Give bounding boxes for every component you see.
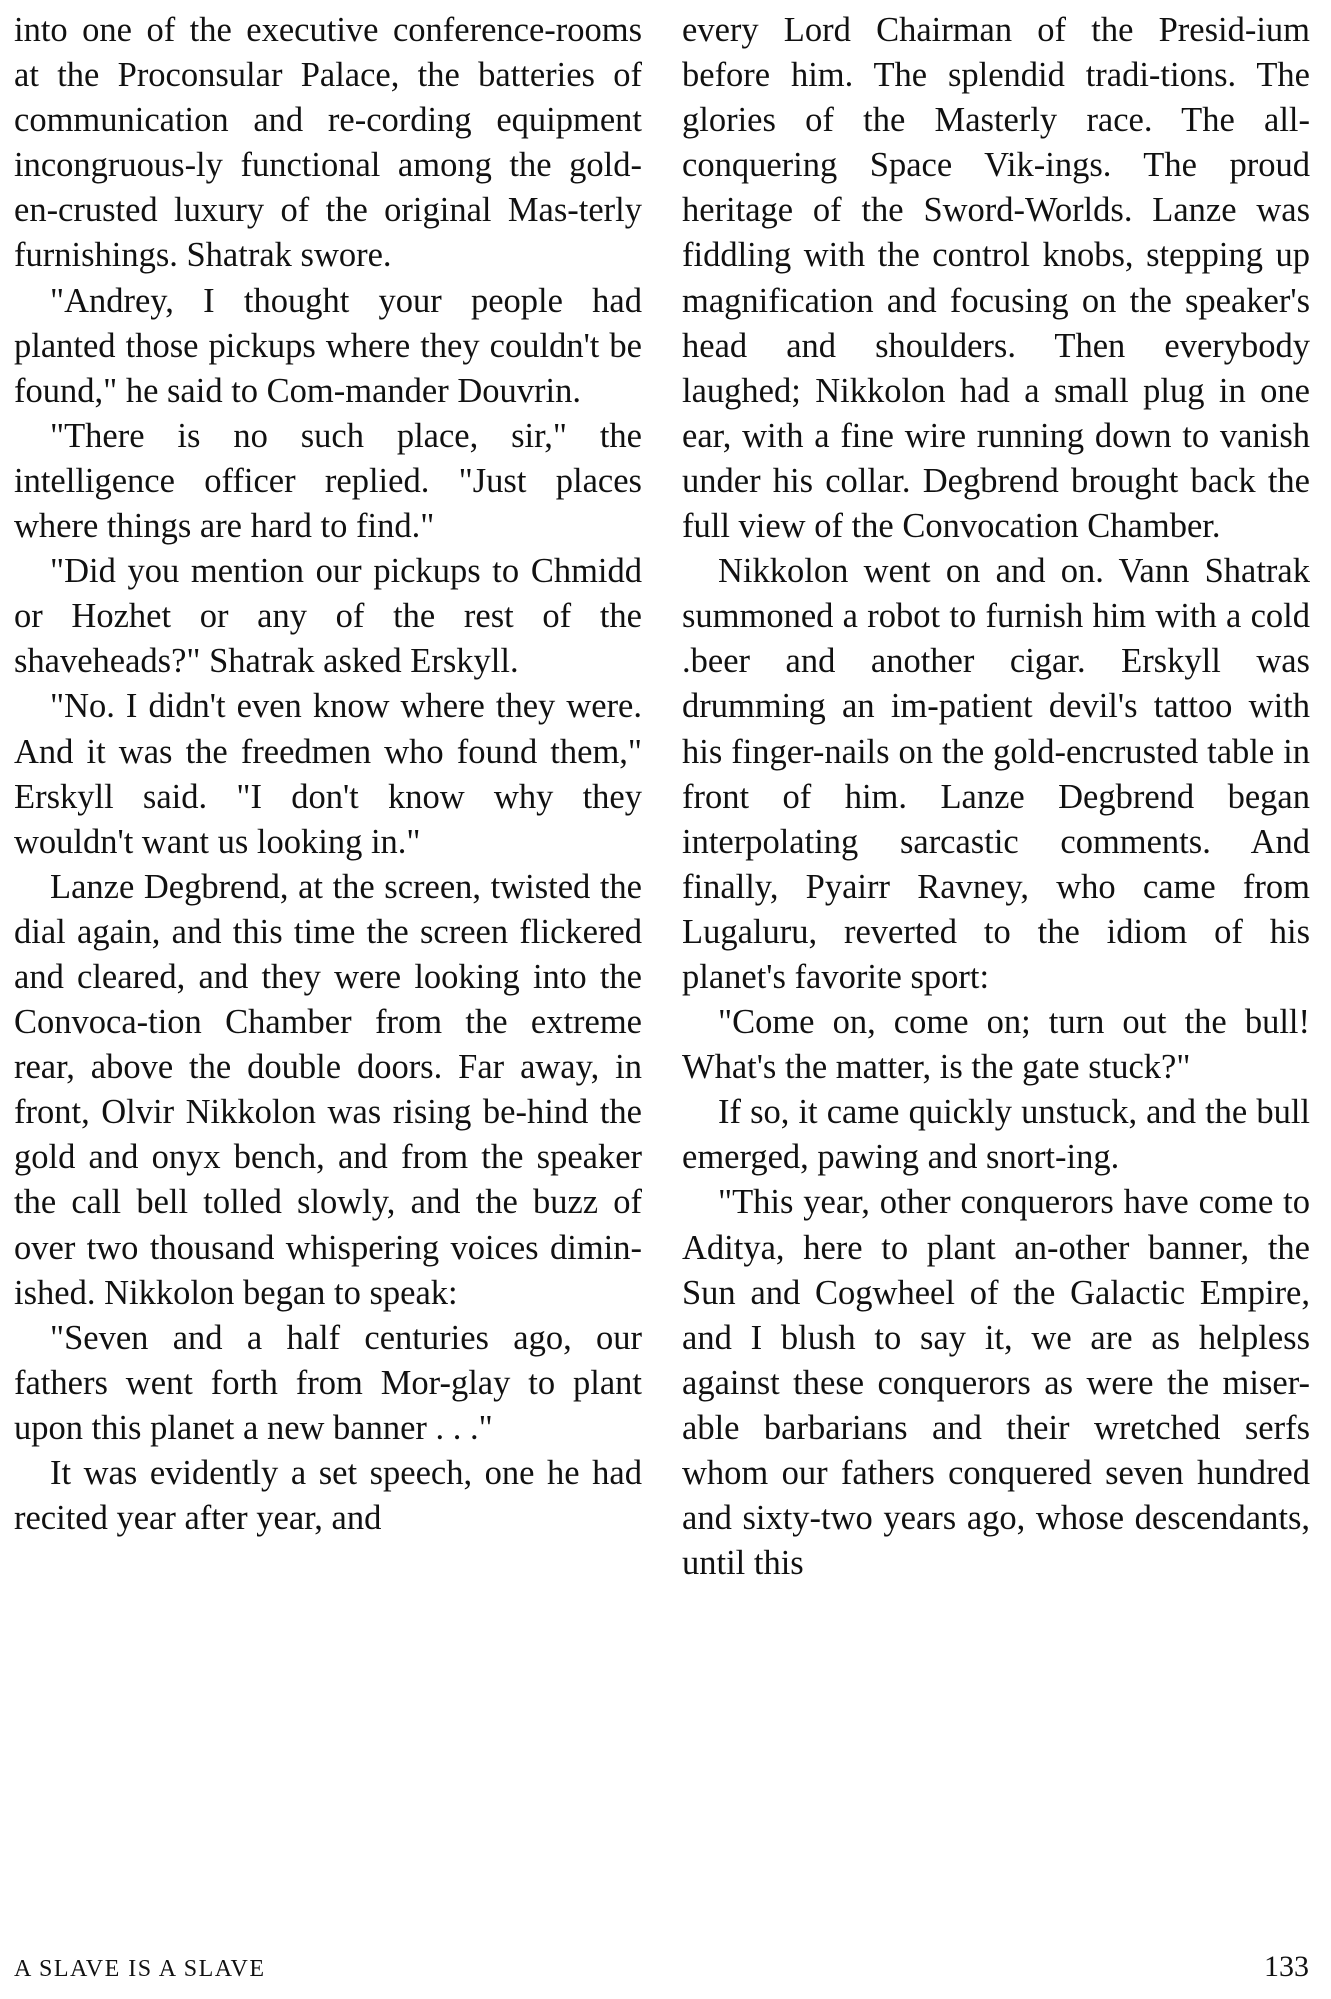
paragraph: "Did you mention our pickups to Chmidd or Hozhet or any of the rest of the shaveheads?" Shatrak asked Erskyll. (14, 552, 642, 681)
paragraph: If so, it came quickly unstuck, and the bull emerged, pawing and snort-ing. (682, 1093, 1310, 1177)
paragraph: "There is no such place, sir," the intelligence officer replied. "Just places where things are hard to find." (14, 416, 642, 546)
paragraph: every Lord Chairman of the Presid-ium before him. The splendid tradi-tions. The glories of the Masterly race. The all-conquering Space Vik-ings. The proud heritage of the Sword-Worlds. Lanze was fiddling with the control knobs, stepping up magnification and focusing on the speaker's head and shoulders. Then everybody laughed; Nikkolon had a small plug in one ear, with a fine wire running down to vanish under his collar. Degbrend brought back the full view of the Convocation Chamber. (682, 11, 1310, 546)
paragraph: "Seven and a half centuries ago, our fathers went forth from Mor-glay to plant upon this planet a new banner . . ." (14, 1318, 642, 1447)
running-title: A SLAVE IS A SLAVE (14, 1956, 266, 1982)
left-column (14, 8, 642, 1541)
paragraph: into one of the executive conference-rooms at the Proconsular Palace, the batteries of communication and re-cording equipment incongruous-ly functional among the gold-en-crusted luxury of the original Mas-terly furnishings. Shatrak swore. (14, 11, 642, 275)
paragraph: "Come on, come on; turn out the bull! What's the matter, is the gate stuck?" (682, 1003, 1310, 1087)
right-column (682, 8, 1310, 1586)
page-number: 133 (1264, 1950, 1309, 1983)
paragraph: It was evidently a set speech, one he had recited year after year, and (14, 1454, 642, 1538)
paragraph: Nikkolon went on and on. Vann Shatrak summoned a robot to furnish him with a cold .beer and another cigar. Erskyll was drumming an im-patient devil's tattoo with his finger-nails on the gold-encrusted table in front of him. Lanze Degbrend began interpolating sarcastic comments. And finally, Pyairr Ravney, who came from Lugaluru, reverted to the idiom of his planet's favorite sport: (682, 552, 1310, 996)
paragraph: "Andrey, I thought your people had planted those pickups where they couldn't be found," he said to Com-mander Douvrin. (14, 281, 642, 410)
paragraph: "No. I didn't even know where they were. And it was the freedmen who found them," Erskyll said. "I don't know why they wouldn't want us looking in." (14, 687, 642, 861)
paragraph: "This year, other conquerors have come to Aditya, here to plant an-other banner, the Sun and Cogwheel of the Galactic Empire, and I blush to say it, we are as helpless against these conquerors as were the miser-able barbarians and their wretched serfs whom our fathers conquered seven hundred and sixty-two years ago, whose descendants, until this (682, 1183, 1310, 1583)
page-footer (14, 1950, 1309, 1990)
paragraph: Lanze Degbrend, at the screen, twisted the dial again, and this time the screen flickered and cleared, and they were looking into the Convoca-tion Chamber from the extreme rear, above the double doors. Far away, in front, Olvir Nikkolon was rising be-hind the gold and onyx bench, and from the speaker the call bell tolled slowly, and the buzz of over two thousand whispering voices dimin-ished. Nikkolon began to speak: (14, 867, 642, 1312)
